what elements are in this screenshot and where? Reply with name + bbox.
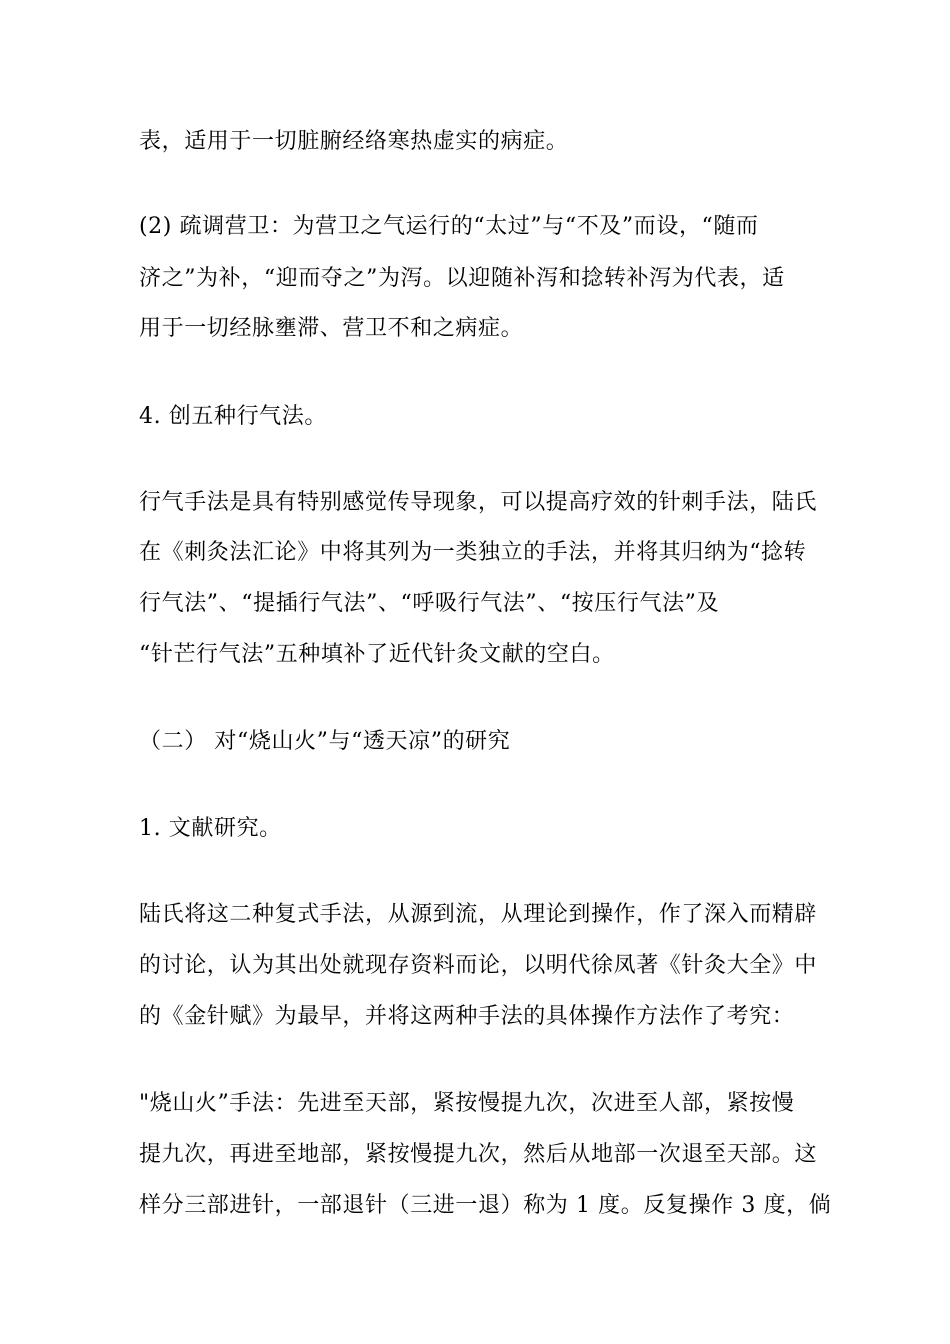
text-line: 的讨论，认为其出处就现存资料而论，以明代徐凤著《针灸大全》中 — [139, 953, 818, 978]
text-line: 陆氏将这二种复式手法，从源到流，从理论到操作，作了深入而精辟 — [139, 902, 818, 927]
text-line: 行气手法是具有特别感觉传导现象，可以提高疗效的针刺手法，陆氏 — [139, 490, 818, 515]
text-line: 表，适用于一切脏腑经络寒热虚实的病症。 — [139, 129, 569, 154]
section-heading: 4. 创五种行气法。 — [139, 404, 327, 429]
text-line: 在《刺灸法汇论》中将其列为一类独立的手法，并将其归纳为“捻转 — [139, 540, 807, 565]
section-heading: （二） 对“烧山火”与“透天凉”的研究 — [139, 729, 511, 754]
text-line: “针芒行气法”五种填补了近代针灸文献的空白。 — [139, 642, 615, 667]
text-line: "烧山火”手法：先进至天部，紧按慢提九次，次进至人部，紧按慢 — [139, 1091, 795, 1116]
section-heading: 1. 文献研究。 — [139, 816, 282, 841]
text-line: 样分三部进针，一部退针（三进一退）称为 1 度。反复操作 3 度，倘 — [139, 1193, 832, 1218]
text-line: 行气法”、“提插行气法”、“呼吸行气法”、“按压行气法”及 — [139, 591, 720, 616]
text-line: 用于一切经脉壅滞、营卫不和之病症。 — [139, 316, 524, 341]
text-line: 的《金针赋》为最早，并将这两种手法的具体操作方法作了考究： — [139, 1004, 795, 1029]
text-line: 提九次，再进至地部，紧按慢提九次，然后从地部一次退至天部。这 — [139, 1142, 818, 1167]
text-line: (2) 疏调营卫：为营卫之气运行的“太过”与“不及”而设，“随而 — [139, 214, 759, 239]
text-line: 济之”为补，“迎而夺之”为泻。以迎随补泻和捻转补泻为代表，适 — [139, 266, 785, 291]
